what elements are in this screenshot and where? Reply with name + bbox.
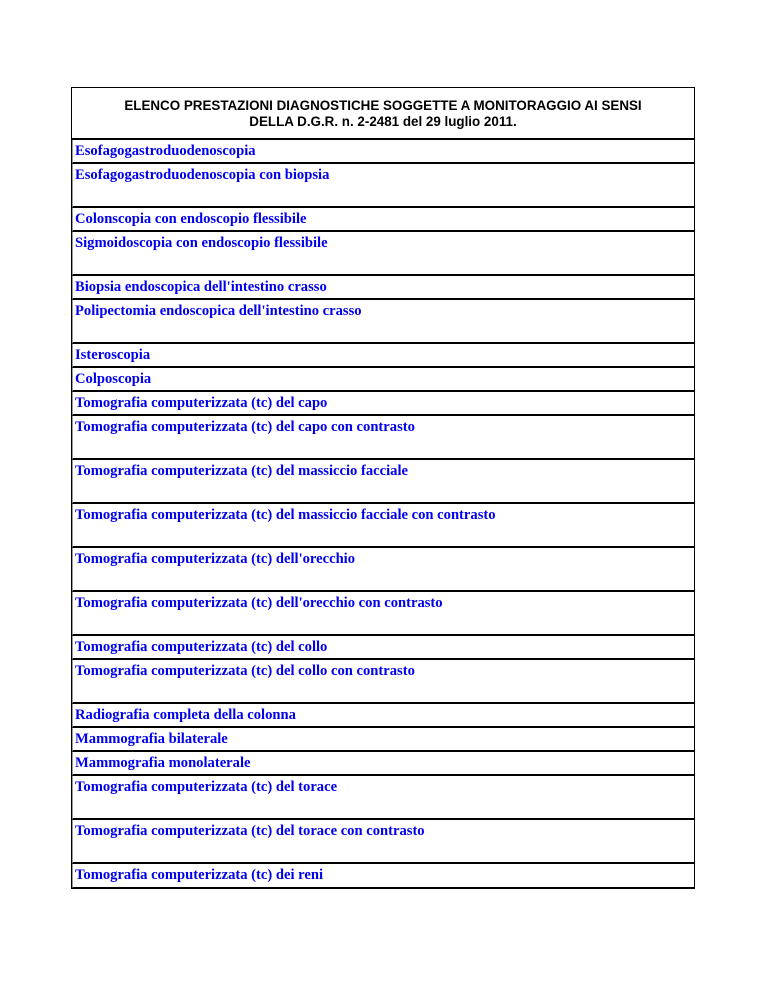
procedure-link[interactable]: Tomografia computerizzata (tc) del collo <box>75 639 328 655</box>
table-header <box>72 88 694 140</box>
procedure-link[interactable]: Tomografia computerizzata (tc) del collo con contrasto <box>75 663 415 679</box>
procedure-link[interactable]: Tomografia computerizzata (tc) dei reni <box>75 867 324 883</box>
procedure-link[interactable]: Esofagogastroduodenoscopia <box>75 143 256 159</box>
procedure-link[interactable]: Tomografia computerizzata (tc) del torace <box>75 779 338 795</box>
table-row <box>72 504 694 548</box>
table-row <box>72 636 694 660</box>
procedure-link[interactable]: Isteroscopia <box>75 347 151 363</box>
procedure-link[interactable]: Esofagogastroduodenoscopia con biopsia <box>75 167 330 183</box>
table-row <box>72 660 694 704</box>
table-row <box>72 776 694 820</box>
procedures-table <box>71 87 695 889</box>
procedure-link[interactable]: Tomografia computerizzata (tc) del capo <box>75 395 328 411</box>
procedure-link[interactable]: Tomografia computerizzata (tc) dell'orecchio <box>75 551 356 567</box>
table-row <box>72 276 694 300</box>
procedure-link[interactable]: Tomografia computerizzata (tc) del torace con contrasto <box>75 823 425 839</box>
table-row <box>72 864 694 888</box>
table-row <box>72 208 694 232</box>
table-row <box>72 460 694 504</box>
procedure-list <box>72 140 694 888</box>
table-row <box>72 592 694 636</box>
procedure-link[interactable]: Sigmoidoscopia con endoscopio flessibile <box>75 235 328 251</box>
table-row <box>72 820 694 864</box>
procedure-link[interactable]: Tomografia computerizzata (tc) del massiccio facciale <box>75 463 408 479</box>
table-row <box>72 416 694 460</box>
procedure-link[interactable]: Tomografia computerizzata (tc) dell'orecchio con contrasto <box>75 595 443 611</box>
table-row <box>72 704 694 728</box>
table-row <box>72 232 694 276</box>
procedure-link[interactable]: Tomografia computerizzata (tc) del capo con contrasto <box>75 419 415 435</box>
table-row <box>72 300 694 344</box>
procedure-link[interactable]: Radiografia completa della colonna <box>75 707 296 723</box>
table-row <box>72 392 694 416</box>
procedure-link[interactable]: Colonscopia con endoscopio flessibile <box>75 211 307 227</box>
procedure-link[interactable]: Mammografia bilaterale <box>75 731 228 747</box>
table-row <box>72 368 694 392</box>
header-title-line2: DELLA D.G.R. n. 2-2481 del 29 luglio 2011. <box>249 114 517 129</box>
table-row <box>72 344 694 368</box>
header-title-line1: ELENCO PRESTAZIONI DIAGNOSTICHE SOGGETTE A MONITORAGGIO AI SENSI <box>124 98 642 113</box>
procedure-link[interactable]: Biopsia endoscopica dell'intestino crasso <box>75 279 327 295</box>
table-row <box>72 140 694 164</box>
table-row <box>72 164 694 208</box>
procedure-link[interactable]: Colposcopia <box>75 371 152 387</box>
procedure-link[interactable]: Tomografia computerizzata (tc) del massiccio facciale con contrasto <box>75 507 496 523</box>
procedure-link[interactable]: Mammografia monolaterale <box>75 755 251 771</box>
table-row <box>72 752 694 776</box>
table-row <box>72 548 694 592</box>
table-row <box>72 728 694 752</box>
procedure-link[interactable]: Polipectomia endoscopica dell'intestino crasso <box>75 303 362 319</box>
